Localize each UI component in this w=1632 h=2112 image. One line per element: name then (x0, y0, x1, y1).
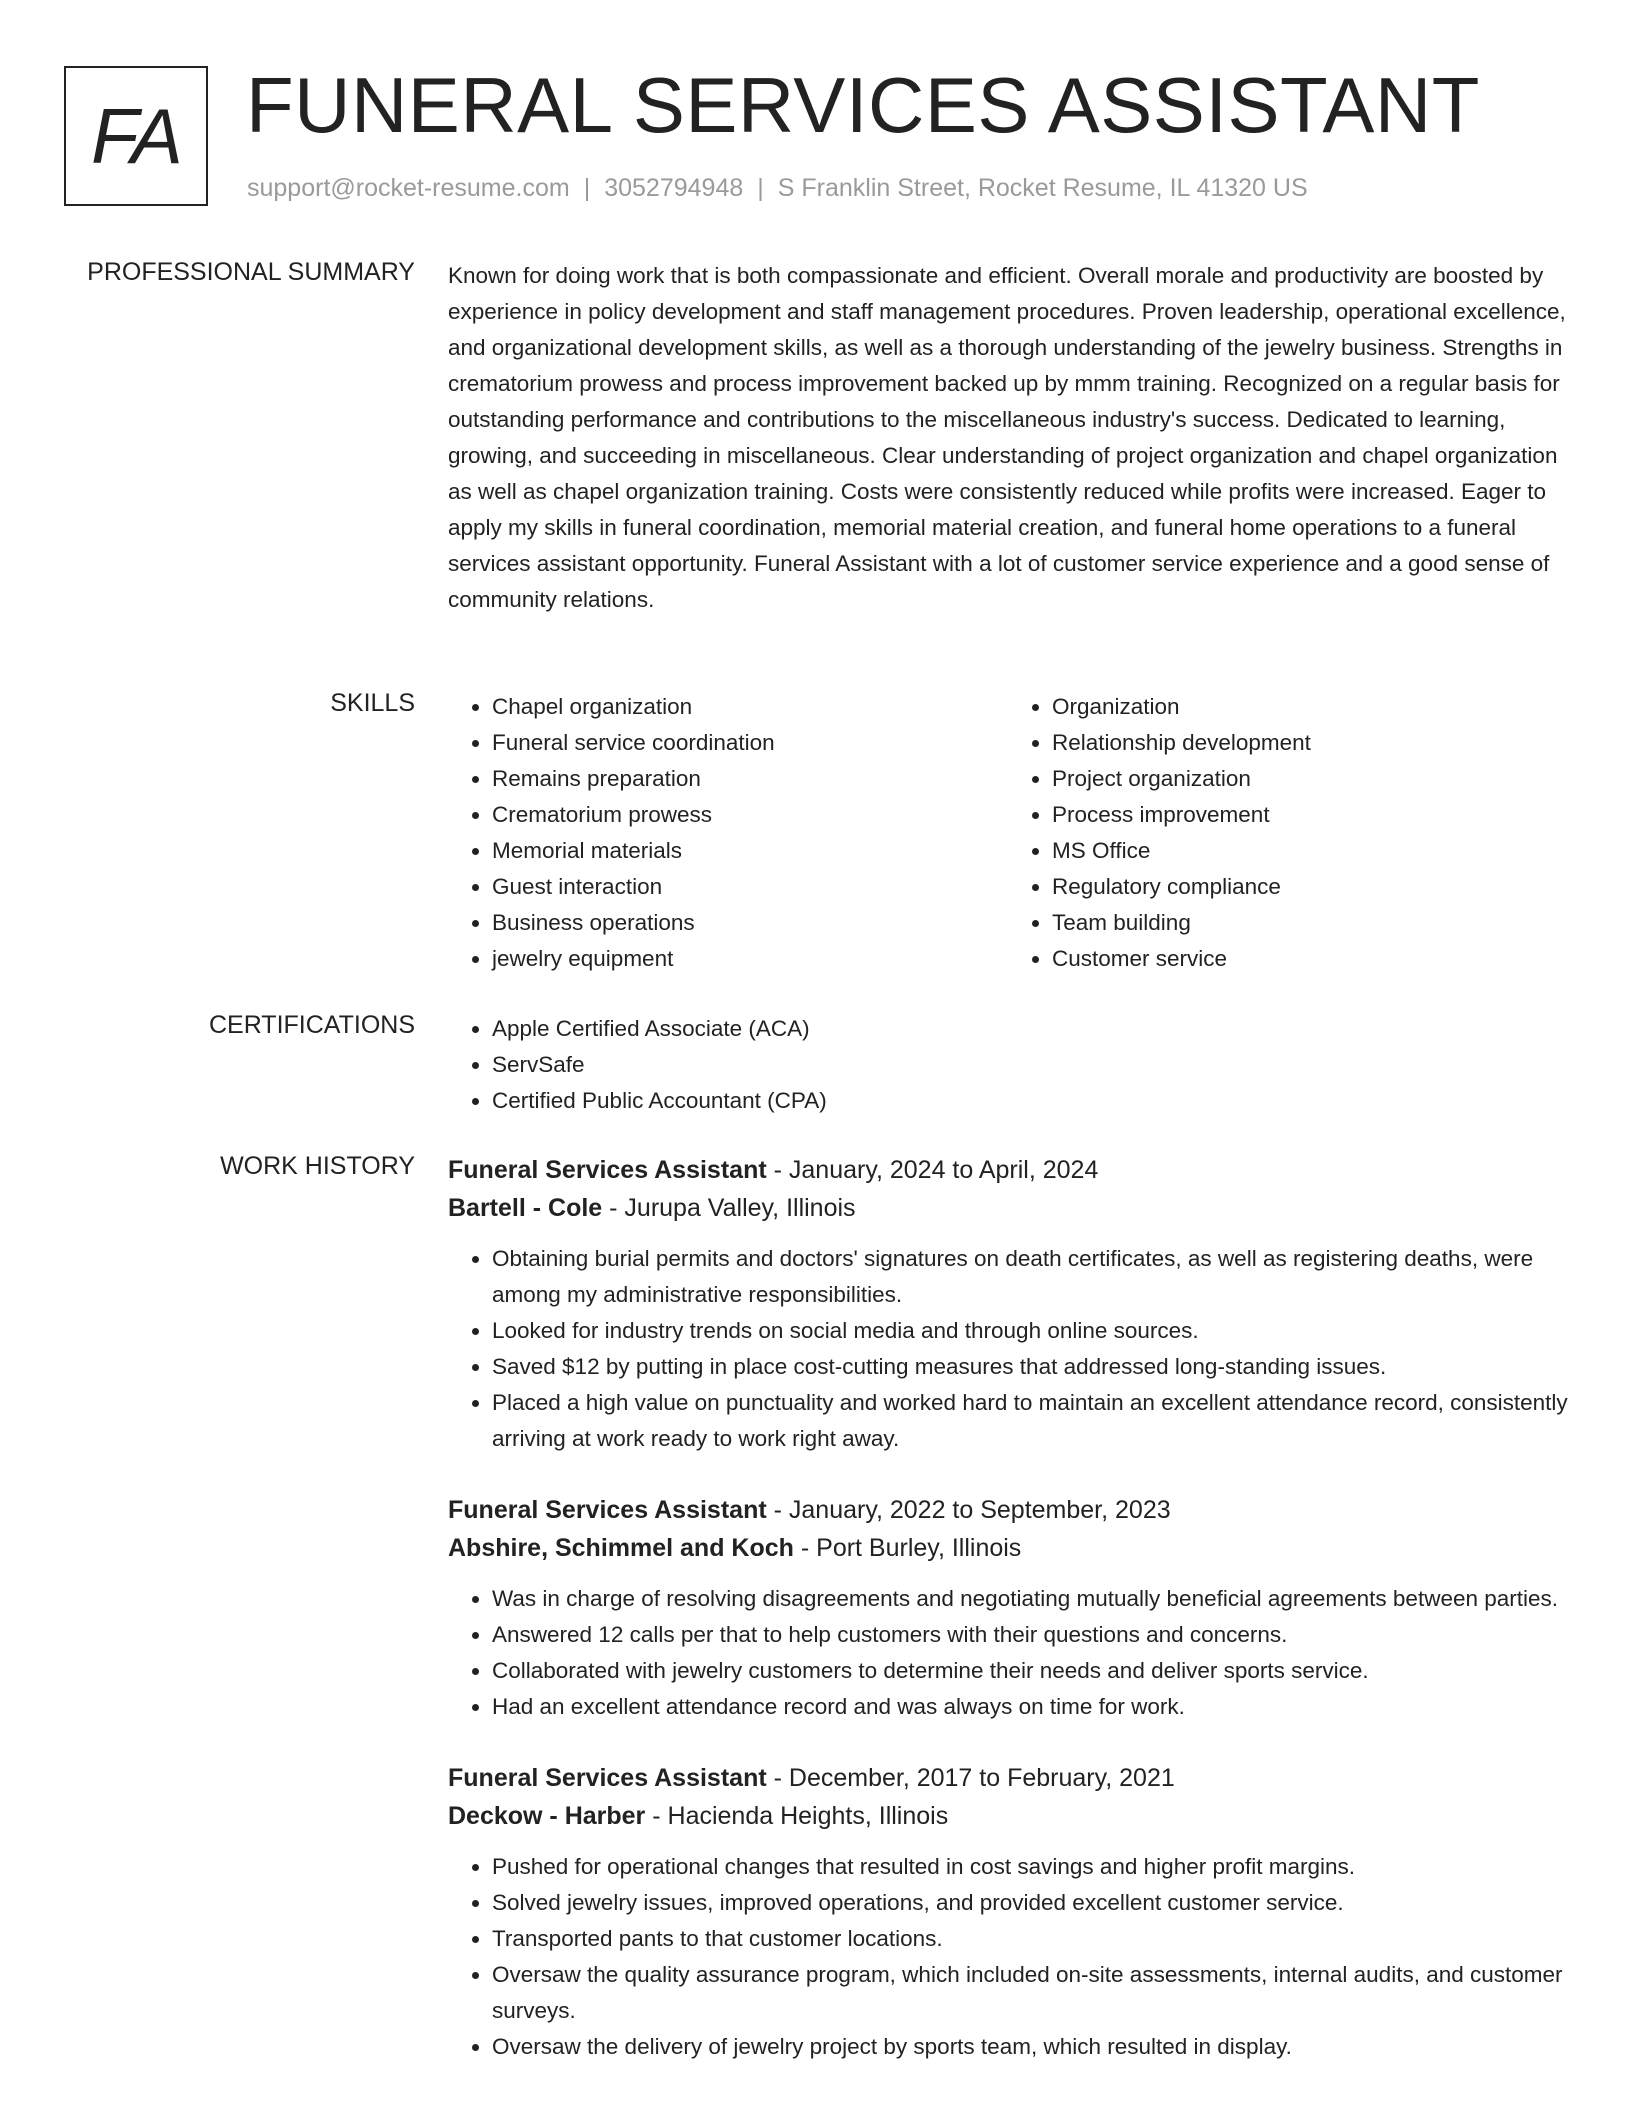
job-bullet: • Oversaw the delivery of jewelry project by sports team, which resulted in display. (492, 2029, 1568, 2065)
job-bullet: • Oversaw the quality assurance program, which included on-site assessments, internal audits, and customer surveys. (492, 1957, 1568, 2029)
certifications-list (448, 1011, 1568, 1119)
section-label-work-history: WORK HISTORY (220, 1152, 415, 1180)
job-bullet: • Pushed for operational changes that resulted in cost savings and higher profit margins. (492, 1849, 1568, 1885)
job-company: Bartell - Cole (448, 1194, 603, 1222)
contact-line (247, 174, 1308, 203)
job-bullet: • Obtaining burial permits and doctors' signatures on death certificates, as well as registering deaths, were among my administrative responsibilities. (492, 1241, 1568, 1313)
skill-item: • Chapel organization (492, 689, 1008, 725)
job-title-line (448, 1151, 1568, 1189)
summary-text: Known for doing work that is both compassionate and efficient. Overall morale and productivity are boosted by experience in policy development and staff management procedures. Proven leadership, operational excellence, and organizational development skills, as well as a thorough understanding of the jewelry business. Strengths in crematorium prowess and process improvement backed up by mmm training. Recognized on a regular basis for outstanding performance and contributions to the miscellaneous industry's success. Dedicated to learning, growing, and succeeding in miscellaneous. Clear understanding of project organization and chapel organization as well as chapel organization training. Costs were consistently reduced while profits were increased. Eager to apply my skills in funeral coordination, memorial material creation, and funeral home operations to a funeral services assistant opportunity. Funeral Assistant with a lot of customer service experience and a good sense of community relations. (448, 263, 1566, 612)
job-company-line (448, 1797, 1568, 1835)
skill-item: • Process improvement (1052, 797, 1568, 833)
resume-header (64, 61, 1584, 216)
skill-item: • jewelry equipment (492, 941, 1008, 977)
contact-address: S Franklin Street, Rocket Resume, IL 41320 US (777, 174, 1308, 202)
job-bullet: • Had an excellent attendance record and was always on time for work. (492, 1689, 1568, 1725)
skill-item: • Relationship development (1052, 725, 1568, 761)
skills-list-left (448, 689, 1008, 977)
skill-item: • Customer service (1052, 941, 1568, 977)
section-label-summary: PROFESSIONAL SUMMARY (87, 258, 415, 286)
page-title: FUNERAL SERVICES ASSISTANT (246, 61, 1480, 149)
skill-item: • Team building (1052, 905, 1568, 941)
job-entry (448, 1151, 1568, 1457)
job-bullet: • Collaborated with jewelry customers to determine their needs and deliver sports service. (492, 1653, 1568, 1689)
job-title: Funeral Services Assistant (448, 1496, 767, 1524)
skill-item: • Guest interaction (492, 869, 1008, 905)
skill-item: • Organization (1052, 689, 1568, 725)
job-bullets (448, 1581, 1568, 1725)
skill-item: • Memorial materials (492, 833, 1008, 869)
skill-item: • Project organization (1052, 761, 1568, 797)
job-company-line (448, 1189, 1568, 1227)
job-bullet: • Answered 12 calls per that to help customers with their questions and concerns. (492, 1617, 1568, 1653)
skill-item: • Remains preparation (492, 761, 1008, 797)
job-bullet: • Looked for industry trends on social media and through online sources. (492, 1313, 1568, 1349)
skill-item: • Crematorium prowess (492, 797, 1008, 833)
job-dates: - December, 2017 to February, 2021 (766, 1764, 1175, 1792)
job-bullet: • Transported pants to that customer locations. (492, 1921, 1568, 1957)
job-title-line (448, 1759, 1568, 1797)
skill-item: • Business operations (492, 905, 1008, 941)
monogram-badge: FA (64, 66, 208, 206)
certification-item: • Certified Public Accountant (CPA) (492, 1083, 1568, 1119)
job-location: - Hacienda Heights, Illinois (645, 1802, 949, 1830)
certification-item: • Apple Certified Associate (ACA) (492, 1011, 1568, 1047)
skill-item: • Funeral service coordination (492, 725, 1008, 761)
job-title: Funeral Services Assistant (448, 1764, 767, 1792)
skills-content (448, 689, 1568, 977)
job-location: - Jurupa Valley, Illinois (602, 1194, 856, 1222)
contact-separator: | (757, 174, 764, 202)
job-entry (448, 1491, 1568, 1725)
job-dates: - January, 2024 to April, 2024 (766, 1156, 1099, 1184)
job-company: Deckow - Harber (448, 1802, 646, 1830)
contact-separator: | (583, 174, 591, 202)
summary-content (448, 258, 1568, 618)
certification-item: • ServSafe (492, 1047, 1568, 1083)
job-title-line (448, 1491, 1568, 1529)
skill-item: • MS Office (1052, 833, 1568, 869)
certifications-content (448, 1011, 1568, 1119)
contact-phone[interactable]: 3052794948 (604, 174, 744, 202)
job-bullet: • Saved $12 by putting in place cost-cutting measures that addressed long-standing issues. (492, 1349, 1568, 1385)
job-company-line (448, 1529, 1568, 1567)
contact-email[interactable]: support@rocket-resume.com (247, 174, 570, 202)
job-bullet: • Placed a high value on punctuality and worked hard to maintain an excellent attendance record, consistently arriving at work ready to work right away. (492, 1385, 1568, 1457)
job-bullet: • Was in charge of resolving disagreements and negotiating mutually beneficial agreements between parties. (492, 1581, 1568, 1617)
skill-item: • Regulatory compliance (1052, 869, 1568, 905)
section-label-skills: SKILLS (330, 689, 415, 717)
job-location: - Port Burley, Illinois (793, 1534, 1022, 1562)
job-entry (448, 1759, 1568, 2065)
job-bullet: • Solved jewelry issues, improved operations, and provided excellent customer service. (492, 1885, 1568, 1921)
job-title: Funeral Services Assistant (448, 1156, 767, 1184)
job-dates: - January, 2022 to September, 2023 (766, 1496, 1171, 1524)
job-company: Abshire, Schimmel and Koch (448, 1534, 794, 1562)
section-label-certifications: CERTIFICATIONS (208, 1011, 415, 1039)
skills-list-right (1008, 689, 1568, 977)
job-bullets (448, 1241, 1568, 1457)
work-history-content (448, 1151, 1568, 2099)
job-bullets (448, 1849, 1568, 2065)
